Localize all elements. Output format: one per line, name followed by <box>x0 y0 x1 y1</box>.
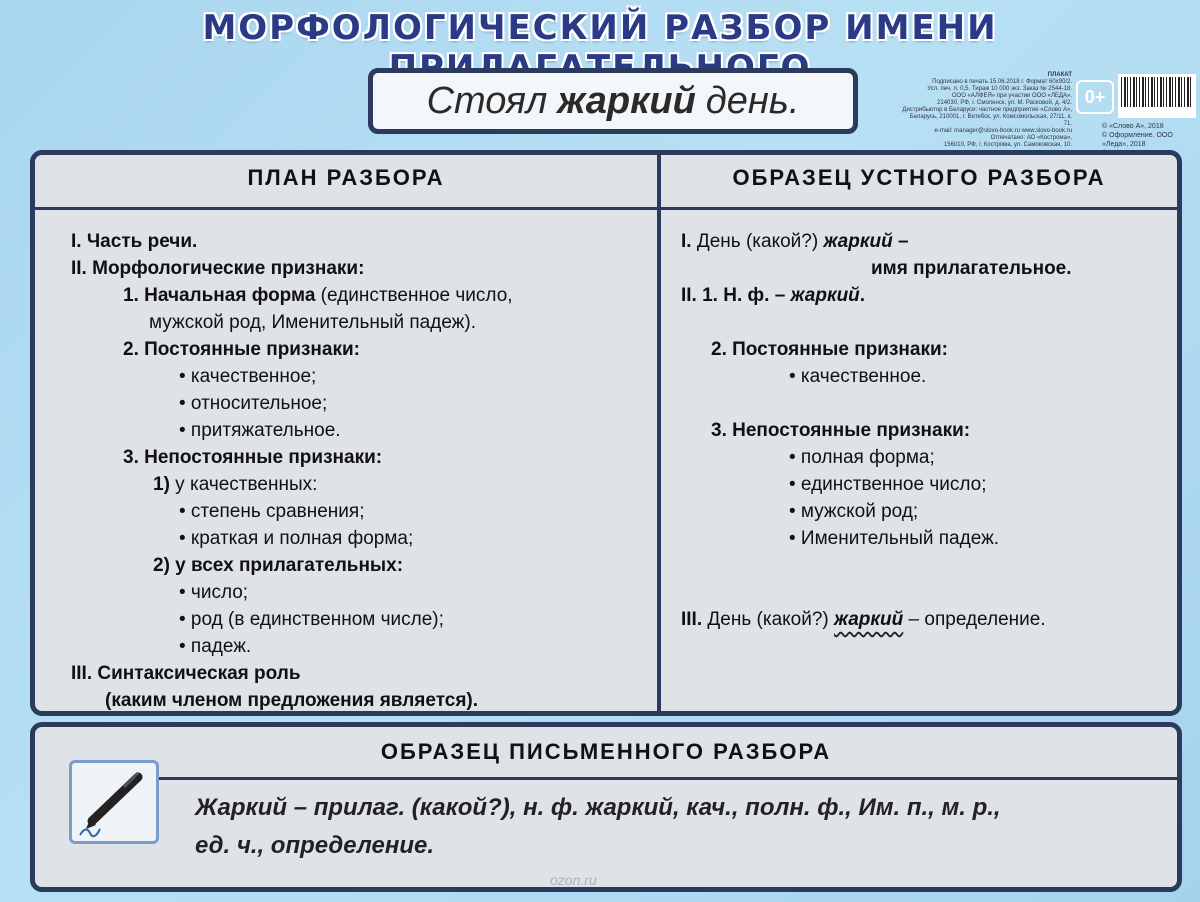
oral-text: жаркий <box>823 231 893 252</box>
sentence-end: день. <box>705 79 800 122</box>
oral-text: жаркий <box>834 609 904 630</box>
written-analysis-text <box>195 789 1155 865</box>
oral-line: • мужской род; <box>789 501 919 522</box>
plan-line: I. Часть речи. <box>71 231 198 252</box>
oral-text: День (какой?) <box>702 609 835 630</box>
oral-text: День (какой?) <box>691 231 824 252</box>
imprint-line: Беларусь, 210001, г. Витебск, ул. Комсомольская, 27/11, к. 71. <box>909 114 1072 127</box>
imprint-line: 156010, РФ, г. Кострома, ул. Самоковская, 10. <box>943 142 1072 148</box>
sentence-start: Стоял <box>426 79 548 122</box>
barcode-bars <box>1121 77 1193 107</box>
oral-spacer <box>681 579 1171 606</box>
plan-text: у качественных: <box>169 474 318 495</box>
plan-line: • падеж. <box>179 636 252 657</box>
plan-line: мужской род, Именительный падеж). <box>149 312 476 333</box>
oral-text: . <box>859 285 866 306</box>
oral-line <box>681 606 1171 633</box>
plan-header: ПЛАН РАЗБОРА <box>247 165 445 190</box>
oral-header: ОБРАЗЕЦ УСТНОГО РАЗБОРА <box>732 165 1106 190</box>
plan-text: 1. Начальная форма <box>123 285 316 306</box>
oral-text: III. <box>681 609 703 630</box>
plan-line: II. Морфологические признаки: <box>71 258 365 279</box>
analysis-panel <box>30 150 1182 716</box>
plan-line: • число; <box>179 582 249 603</box>
oral-text: – <box>892 231 909 252</box>
oral-line <box>681 282 1171 309</box>
plan-line: (каким членом предложения является). <box>105 690 479 711</box>
imprint-line: ООО «АЛФЕЯ» при участии ООО «ЛЕДА». <box>951 93 1072 99</box>
example-sentence <box>368 68 858 134</box>
oral-line <box>681 228 1171 255</box>
plan-line: 3. Непостоянные признаки: <box>123 447 383 468</box>
oral-text: II. 1. Н. ф. – <box>681 285 791 306</box>
imprint-line: Отпечатано: АО «Кострома», <box>990 135 1072 141</box>
imprint-line: Подписано в печать 15.06.2018 г. Формат 60х90/2. <box>932 79 1072 85</box>
pen-icon-graphic <box>72 763 156 841</box>
copyright-line: © Оформление. ООО «Леда», 2018 <box>1102 132 1173 148</box>
plan-line: • притяжательное. <box>179 420 341 441</box>
oral-header-divider <box>661 207 1177 210</box>
poster-title: МОРФОЛОГИЧЕСКИЙ РАЗБОР ИМЕНИ <box>202 8 998 48</box>
plan-text: (единственное число, <box>315 285 513 306</box>
oral-line: имя прилагательное. <box>871 258 1072 279</box>
sentence-adjective: жаркий <box>557 79 696 122</box>
plan-line: • род (в единственном числе); <box>179 609 444 630</box>
imprint-line: Дистрибьютор в Беларуси: частное предприятие «Слово А», <box>902 107 1072 113</box>
plan-header-divider <box>35 207 657 210</box>
oral-text: I. <box>681 231 692 252</box>
barcode <box>1118 74 1196 118</box>
plan-line: • качественное; <box>179 366 317 387</box>
imprint-line: Усл. печ. л. 0,5. Тираж 10 000 экз. Заказ № 2544-18. <box>927 86 1072 92</box>
oral-spacer <box>681 390 1171 417</box>
plan-line <box>71 282 651 309</box>
oral-line: • единственное число; <box>789 474 987 495</box>
pen-icon <box>69 760 159 844</box>
oral-text: – определение. <box>903 609 1046 630</box>
written-header: ОБРАЗЕЦ ПИСЬМЕННОГО РАЗБОРА <box>380 739 832 764</box>
oral-text: жаркий <box>790 285 860 306</box>
plan-content <box>71 228 651 714</box>
age-rating-badge: 0+ <box>1076 80 1114 114</box>
oral-line: 2. Постоянные признаки: <box>711 339 948 360</box>
imprint-line: e-mail: manager@slovo-book.ru www.slovo-book.ru <box>934 128 1072 134</box>
oral-line: • качественное. <box>789 366 927 387</box>
plan-line: 2) у всех прилагательных: <box>153 555 404 576</box>
imprint-info <box>900 72 1072 149</box>
plan-line: III. Синтаксическая роль <box>71 663 301 684</box>
imprint-line: ПЛАКАТ <box>1047 72 1072 78</box>
oral-line: • Именительный падеж. <box>789 528 1000 549</box>
column-divider <box>657 155 661 711</box>
written-analysis-panel <box>30 722 1182 892</box>
plan-line: • относительное; <box>179 393 328 414</box>
plan-line <box>71 471 651 498</box>
oral-line: • полная форма; <box>789 447 935 468</box>
written-line: Жаркий – прилаг. (какой?), н. ф. жаркий, кач., полн. ф., Им. п., м. р., <box>195 794 1001 821</box>
written-line: ед. ч., определение. <box>195 832 435 859</box>
copyright-line: © «Слово А», 2018 <box>1102 123 1164 130</box>
oral-spacer <box>681 552 1171 579</box>
plan-line: • краткая и полная форма; <box>179 528 414 549</box>
plan-line: • степень сравнения; <box>179 501 365 522</box>
oral-content <box>681 228 1171 633</box>
plan-line: 2. Постоянные признаки: <box>123 339 360 360</box>
oral-spacer <box>681 309 1171 336</box>
imprint-line: 214030, РФ, г. Смоленск, ул. М. Расковой, д. 4/2. <box>937 100 1072 106</box>
watermark: ozon.ru <box>550 872 597 888</box>
plan-text: 1) <box>153 474 170 495</box>
written-header-divider <box>155 777 1177 780</box>
oral-line: 3. Непостоянные признаки: <box>711 420 971 441</box>
